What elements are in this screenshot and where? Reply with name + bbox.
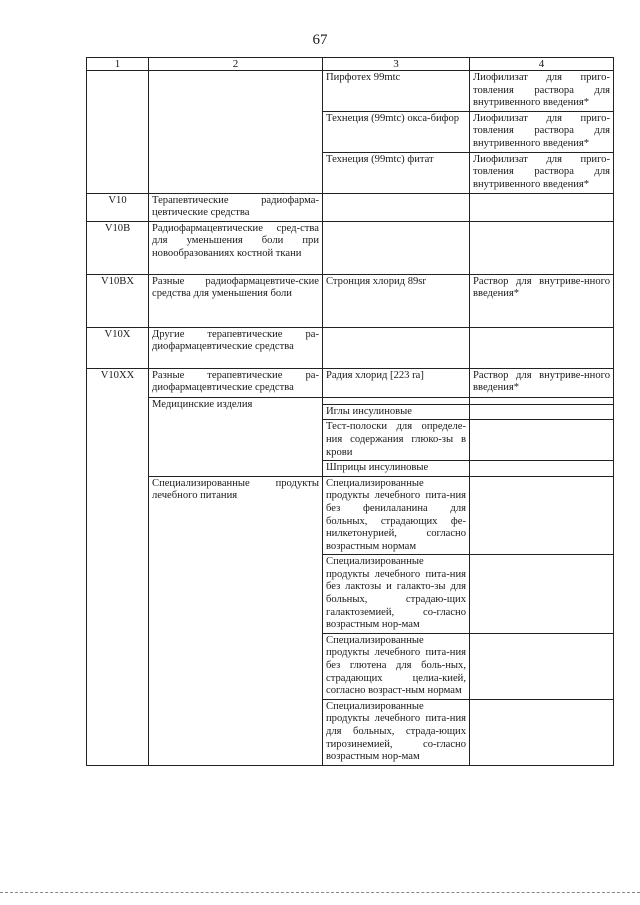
table-row bbox=[87, 327, 614, 368]
form-cell bbox=[470, 476, 614, 555]
drug-cell: Технеция (99mtc) окса-бифор bbox=[323, 111, 470, 152]
group-cell: Терапевтические радиофарма-цевтические средства bbox=[149, 193, 323, 221]
drug-cell bbox=[323, 327, 470, 368]
drug-table bbox=[86, 57, 614, 766]
code-cell: V10 bbox=[87, 193, 149, 221]
group-cell: Радиофармацевтические сред-ства для уменьшения боли при новообразованиях костной ткани bbox=[149, 221, 323, 274]
drug-cell: Тест-полоски для определе-ния содержания глюко-зы в крови bbox=[323, 420, 470, 461]
drug-cell: Иглы инсулиновые bbox=[323, 404, 470, 420]
drug-cell: Пирфотех 99mtc bbox=[323, 71, 470, 112]
form-cell bbox=[470, 555, 614, 634]
group-cell: Медицинские изделия bbox=[149, 397, 323, 476]
code-cell bbox=[87, 71, 149, 194]
table-row bbox=[87, 476, 614, 555]
drug-cell: Шприцы инсулиновые bbox=[323, 461, 470, 477]
table-row bbox=[87, 368, 614, 397]
form-cell: Лиофилизат для приго-товления раствора для внутривенного введения* bbox=[470, 111, 614, 152]
column-header: 1 bbox=[87, 58, 149, 71]
drug-cell bbox=[323, 193, 470, 221]
table-row bbox=[87, 274, 614, 327]
code-cell: V10X bbox=[87, 327, 149, 368]
form-cell: Лиофилизат для приго-товления раствора для внутривенного введения* bbox=[470, 71, 614, 112]
table-header-row bbox=[87, 58, 614, 71]
form-cell bbox=[470, 193, 614, 221]
group-cell: Разные радиофармацевтиче-ские средства для уменьшения боли bbox=[149, 274, 323, 327]
drug-cell: Специализированные продукты лечебного пита-ния без глютена для боль-ных, страдающих целиа-кией, согласно возраст-ным нормам bbox=[323, 633, 470, 699]
drug-cell bbox=[323, 397, 470, 404]
form-cell bbox=[470, 633, 614, 699]
drug-cell: Технеция (99mtc) фитат bbox=[323, 152, 470, 193]
drug-cell bbox=[323, 221, 470, 274]
scan-edge-divider bbox=[0, 892, 640, 894]
code-cell: V10XX bbox=[87, 368, 149, 765]
form-cell bbox=[470, 461, 614, 477]
group-cell: Разные терапевтические ра-диофармацевтические средства bbox=[149, 368, 323, 397]
drug-cell: Специализированные продукты лечебного пита-ния без фенилаланина для больных, страдающих фе-нилкетонурией, согласно возрастным нормам bbox=[323, 476, 470, 555]
drug-cell: Стронция хлорид 89sr bbox=[323, 274, 470, 327]
form-cell bbox=[470, 221, 614, 274]
code-cell: V10BX bbox=[87, 274, 149, 327]
form-cell: Раствор для внутриве-нного введения* bbox=[470, 274, 614, 327]
form-cell bbox=[470, 420, 614, 461]
form-cell bbox=[470, 404, 614, 420]
group-cell: Специализированные продукты лечебного питания bbox=[149, 476, 323, 765]
form-cell bbox=[470, 397, 614, 404]
form-cell: Раствор для внутриве-нного введения* bbox=[470, 368, 614, 397]
form-cell bbox=[470, 327, 614, 368]
column-header: 3 bbox=[323, 58, 470, 71]
drug-cell: Специализированные продукты лечебного пита-ния без лактозы и галакто-зы для больных, страдаю-щих галактоземией, со-гласно возрастным нор-мам bbox=[323, 555, 470, 634]
code-cell: V10B bbox=[87, 221, 149, 274]
group-cell: Другие терапевтические ра-диофармацевтические средства bbox=[149, 327, 323, 368]
table-row bbox=[87, 193, 614, 221]
table-row bbox=[87, 221, 614, 274]
page-number: 67 bbox=[312, 32, 328, 48]
table-row bbox=[87, 397, 614, 404]
group-cell bbox=[149, 71, 323, 194]
form-cell: Лиофилизат для приго-товления раствора для внутривенного введения* bbox=[470, 152, 614, 193]
column-header: 4 bbox=[470, 58, 614, 71]
column-header: 2 bbox=[149, 58, 323, 71]
table-row bbox=[87, 71, 614, 112]
drug-cell: Радия хлорид [223 ra] bbox=[323, 368, 470, 397]
drug-cell: Специализированные продукты лечебного пита-ния для больных, страда-ющих тирозинемией, со-гласно возрастным нор-мам bbox=[323, 699, 470, 765]
form-cell bbox=[470, 699, 614, 765]
